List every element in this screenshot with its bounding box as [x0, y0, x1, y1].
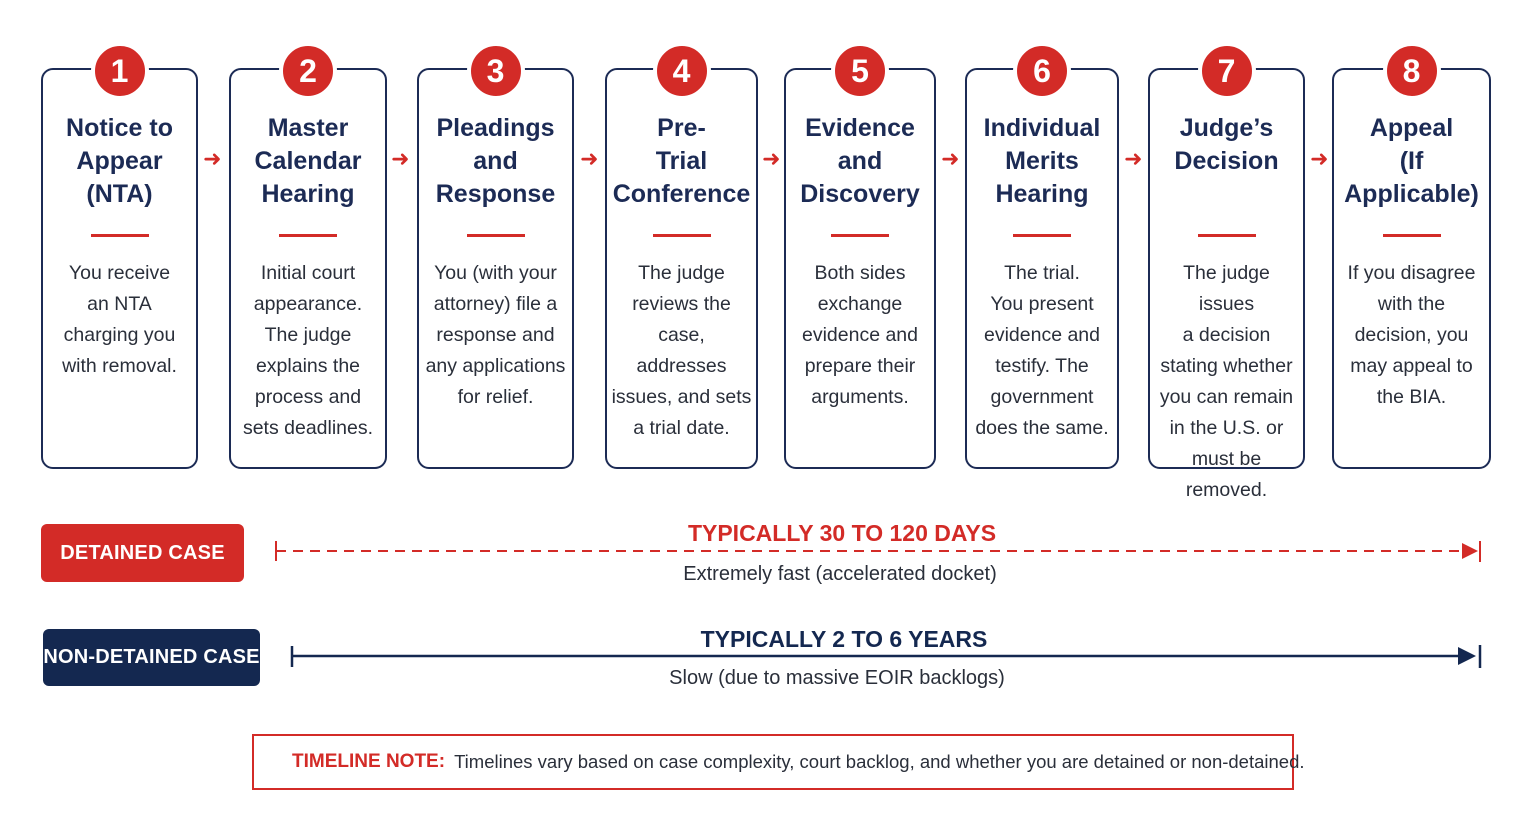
step-description-line: sets deadlines. [242, 417, 374, 439]
step-description-line: the BIA. [1376, 386, 1447, 408]
step-title-line: and [837, 147, 883, 175]
step-description-line: appearance. [253, 293, 363, 315]
step-description-line: exchange [817, 293, 903, 315]
step-description-line: any applications [425, 355, 566, 377]
step-description-line: The judge [264, 324, 352, 346]
step-title-line: Conference [612, 180, 751, 208]
step-number-badge: 7 [1198, 42, 1256, 100]
step-description-line: an NTA [87, 293, 152, 315]
step-description-line: You (with your [434, 262, 557, 284]
timeline-note-text: Timelines vary based on case complexity, court backlog, and whether you are detained or non-detained. [454, 751, 1305, 772]
flow-arrow-icon: ➜ [391, 146, 410, 171]
step-description-line: stating whether [1160, 355, 1293, 377]
step-number-badge: 2 [279, 42, 337, 100]
detained-duration: TYPICALLY 30 TO 120 DAYS [636, 520, 1048, 547]
detained-case-label: DETAINED CASE [41, 524, 244, 582]
step-title-line: Appear [76, 147, 163, 175]
step-description-line: a trial date. [633, 417, 730, 439]
detained-note: Extremely fast (accelerated docket) [683, 563, 997, 585]
step-number-badge: 4 [653, 42, 711, 100]
step-title-line: Judge’s [1179, 114, 1274, 142]
step-number-badge: 6 [1013, 42, 1071, 100]
non-detained-note: Slow (due to massive EOIR backlogs) [669, 667, 1005, 689]
step-number-badge: 3 [467, 42, 525, 100]
step-description-line: does the same. [975, 417, 1109, 439]
step-title-line: Discovery [800, 180, 920, 208]
step-description-line: Initial court [260, 262, 356, 284]
flow-arrow-icon: ➜ [203, 146, 222, 171]
step-description-line: You receive [68, 262, 171, 284]
flow-arrow-icon: ➜ [941, 146, 960, 171]
step-title-line: Hearing [995, 180, 1089, 208]
step-description-line: The judge issues [1183, 262, 1270, 315]
step-description-line: with the [1377, 293, 1446, 315]
detained-arrowhead [1462, 543, 1478, 559]
step-description-line: charging you [63, 324, 176, 346]
step-description-line: evidence and [983, 324, 1100, 346]
step-description-line: a decision [1182, 324, 1271, 346]
step-number-badge: 5 [831, 42, 889, 100]
step-number-badge: 8 [1383, 42, 1441, 100]
flow-arrow-icon: ➜ [1310, 146, 1329, 171]
step-description-line: with removal. [62, 355, 177, 377]
step-title-line: Appeal [1369, 114, 1454, 142]
step-description-line: government [990, 386, 1094, 408]
step-description-line: The judge [638, 262, 725, 284]
step-description-line: decision, you [1354, 324, 1469, 346]
step-title-line: Notice to [66, 114, 173, 142]
step-title-line: Evidence [805, 114, 915, 142]
step-title-line: (NTA) [86, 180, 153, 208]
step-description-line: evidence and [801, 324, 918, 346]
step-number-badge: 1 [91, 42, 149, 100]
step-title-line: Pleadings [436, 114, 555, 142]
step-title-line: Trial [655, 147, 708, 175]
flow-arrow-icon: ➜ [762, 146, 781, 171]
step-title-line: (If Applicable) [1344, 147, 1479, 208]
step-title-line: Decision [1174, 147, 1279, 175]
non-detained-case-label: NON-DETAINED CASE [43, 629, 260, 686]
step-title-line: Hearing [261, 180, 355, 208]
step-description-line: in the U.S. or [1169, 417, 1284, 439]
step-description-line: You present [990, 293, 1094, 315]
step-description-line: explains the [255, 355, 361, 377]
step-title-line: Master [267, 114, 349, 142]
flow-arrow-icon: ➜ [1124, 146, 1143, 171]
step-description-line: prepare their [804, 355, 916, 377]
non-detained-duration: TYPICALLY 2 TO 6 YEARS [700, 626, 988, 652]
step-description-line: case, addresses [636, 324, 727, 377]
step-description-line: Both sides [814, 262, 906, 284]
step-description-line: reviews the [632, 293, 731, 315]
non-detained-arrowhead [1458, 647, 1476, 665]
step-description-line: may appeal to [1350, 355, 1473, 377]
step-title-line: and [473, 147, 518, 175]
timeline-note-label: TIMELINE NOTE: [292, 751, 446, 772]
step-title-line: Pre- [657, 114, 706, 142]
step-description-line: issues, and sets [611, 386, 752, 408]
step-description-line: arguments. [811, 386, 909, 408]
step-description-line: If you disagree [1347, 262, 1476, 284]
step-description-line: for relief. [457, 386, 534, 408]
step-title-line: Merits [1005, 147, 1079, 175]
step-title-line: Calendar [254, 147, 362, 175]
step-description-line: you can remain [1159, 386, 1294, 408]
flow-arrow-icon: ➜ [580, 146, 599, 171]
step-description-line: response and [436, 324, 555, 346]
step-description-line: process and [254, 386, 362, 408]
step-title-line: Individual [983, 114, 1101, 142]
step-title-line: Response [435, 180, 556, 208]
timeline-note-box [252, 734, 1305, 790]
step-description-line: must be removed. [1185, 448, 1268, 501]
step-description-line: testify. The [995, 355, 1089, 377]
step-description-line: The trial. [1004, 262, 1080, 284]
step-description-line: attorney) file a [433, 293, 558, 315]
